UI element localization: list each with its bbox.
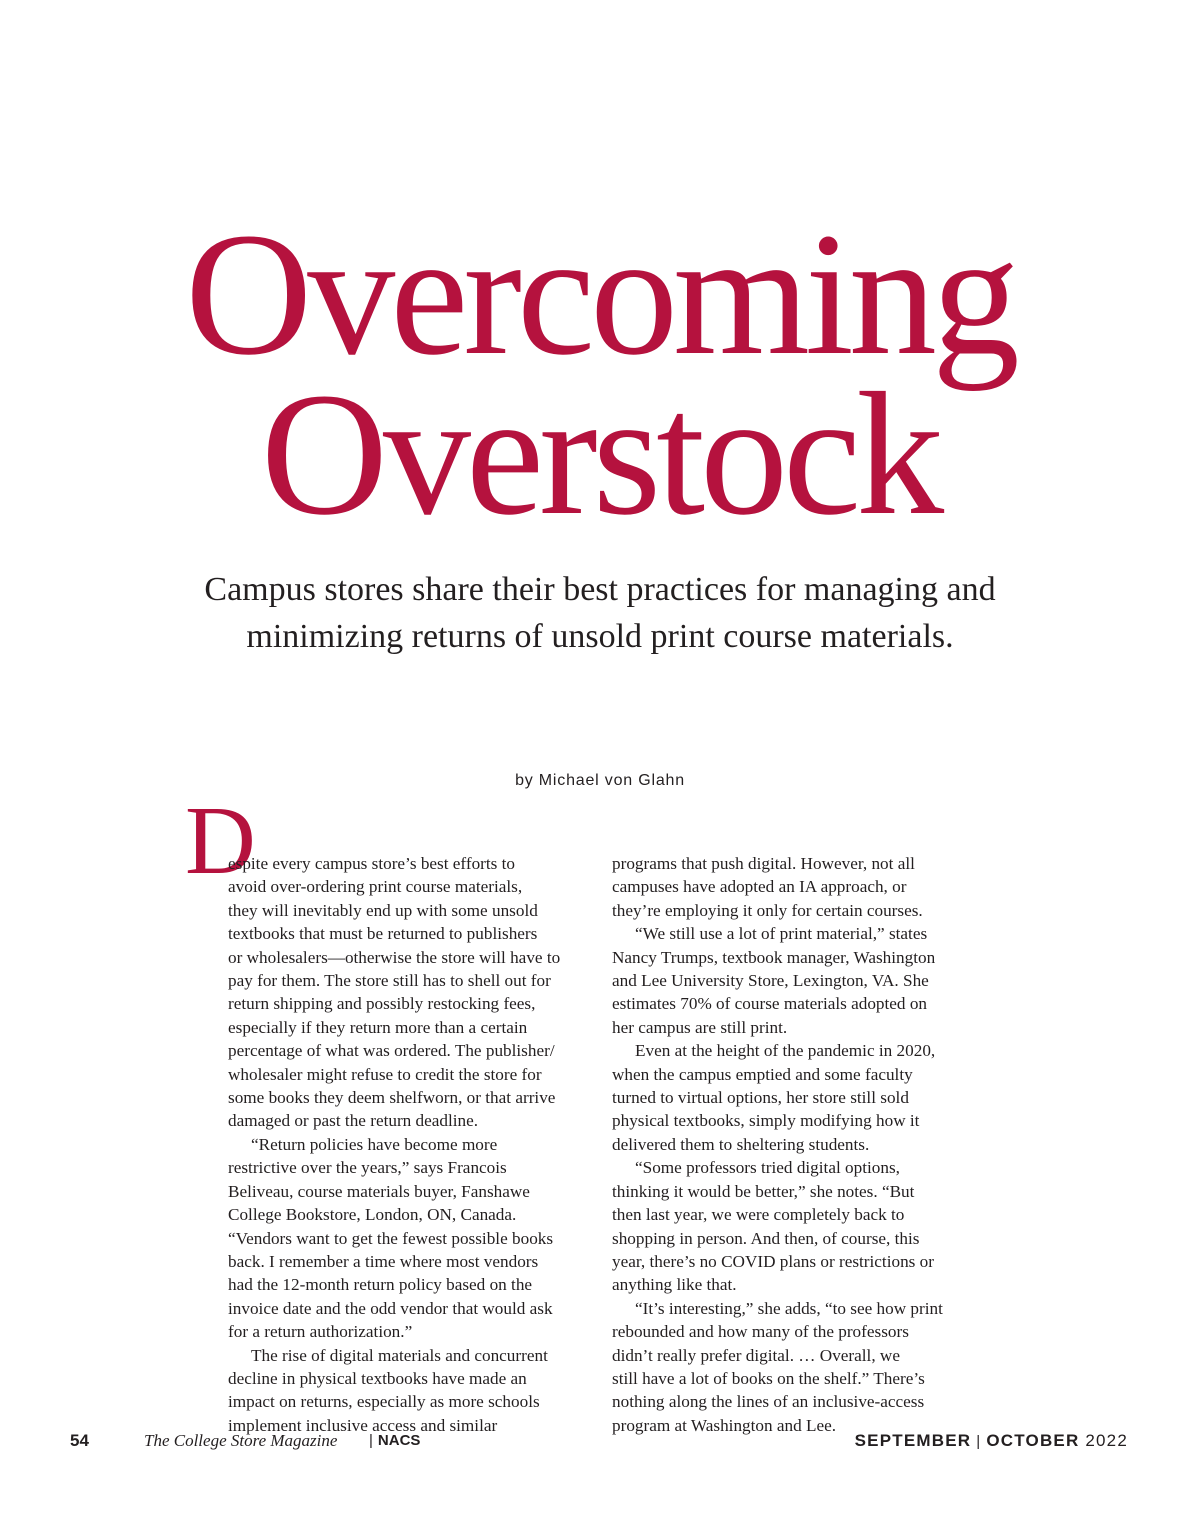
body-line: they’re employing it only for certain courses. (612, 900, 923, 920)
issue-month-2: OCTOBER (986, 1431, 1080, 1450)
body-line: physical textbooks, simply modifying how it (612, 1111, 920, 1131)
body-line: impact on returns, especially as more schools (228, 1392, 540, 1412)
body-line: when the campus emptied and some faculty (612, 1064, 913, 1084)
title-line-1: Overcoming (185, 197, 1015, 392)
byline: by Michael von Glahn (515, 772, 685, 789)
magazine-name: The College Store Magazine (144, 1431, 338, 1450)
body-line: espite every campus store’s best efforts to (228, 854, 516, 873)
body-line: implement inclusive access and similar (228, 1415, 498, 1435)
body-line: campuses have adopted an IA approach, or (612, 877, 907, 897)
body-line: her campus are still print. (612, 1017, 788, 1037)
issue-separator: | (976, 1433, 982, 1450)
body-line: rebounded and how many of the professors (612, 1322, 909, 1342)
body-line: program at Washington and Lee. (612, 1415, 837, 1435)
body-line: thinking it would be better,” she notes. “But (612, 1181, 915, 1201)
article-title (0, 197, 1200, 552)
body-line: or wholesalers—otherwise the store will have to (228, 947, 561, 967)
body-line: some books they deem shelfworn, or that arrive (228, 1088, 556, 1108)
article-deck (100, 566, 1100, 660)
body-line: back. I remember a time where most vendors (228, 1251, 539, 1271)
body-line: didn’t really prefer digital. … Overall, we (612, 1345, 900, 1365)
publisher-group (364, 1432, 420, 1449)
body-line: for a return authorization.” (228, 1322, 413, 1342)
body-line: especially if they return more than a certain (228, 1017, 528, 1037)
body-line: then last year, we were completely back to (612, 1205, 905, 1225)
body-column-2 (612, 852, 984, 1437)
issue-month-1: SEPTEMBER (854, 1431, 972, 1450)
publisher-name: NACS (377, 1432, 421, 1449)
body-line: “We still use a lot of print material,” states (635, 924, 928, 944)
body-line: anything like that. (612, 1275, 737, 1295)
page-number: 54 (70, 1431, 89, 1450)
body-line: damaged or past the return deadline. (228, 1111, 479, 1131)
issue-year: 2022 (1085, 1431, 1128, 1450)
body-line: The rise of digital materials and concurrent (251, 1345, 548, 1365)
body-line: delivered them to sheltering students. (612, 1134, 870, 1154)
footer-separator: | (369, 1432, 373, 1449)
body-column-1 (228, 852, 600, 1437)
body-line: return shipping and possibly restocking fees, (228, 994, 536, 1014)
body-line: wholesaler might refuse to credit the store for (228, 1064, 542, 1084)
body-line: shopping in person. And then, of course, this (612, 1228, 920, 1248)
body-line: “Some professors tried digital options, (635, 1158, 900, 1178)
body-line: had the 12-month return policy based on the (228, 1275, 533, 1295)
body-line: decline in physical textbooks have made an (228, 1368, 527, 1388)
body-line: restrictive over the years,” says Francois (228, 1158, 507, 1178)
body-line: avoid over-ordering print course materials, (228, 877, 523, 897)
deck-line-1: Campus stores share their best practices for managing and (204, 571, 996, 608)
body-line: percentage of what was ordered. The publisher/ (228, 1041, 555, 1061)
body-line: estimates 70% of course materials adopted on (612, 994, 928, 1014)
body-line: “It’s interesting,” she adds, “to see how print (635, 1298, 943, 1318)
body-line: pay for them. The store still has to shell out for (228, 971, 551, 991)
body-line: invoice date and the odd vendor that would ask (228, 1298, 553, 1318)
body-line: they will inevitably end up with some unsold (228, 900, 538, 920)
page-footer (0, 1431, 1200, 1455)
body-line: “Return policies have become more (251, 1134, 498, 1154)
body-line: still have a lot of books on the shelf.” There’s (612, 1368, 925, 1388)
deck-line-2: minimizing returns of unsold print course materials. (246, 618, 954, 655)
body-line: and Lee University Store, Lexington, VA. She (612, 971, 929, 991)
body-line: Beliveau, course materials buyer, Fanshawe (228, 1181, 530, 1201)
issue-date (855, 1431, 1128, 1451)
body-line: year, there’s no COVID plans or restrictions or (612, 1251, 934, 1271)
body-line: “Vendors want to get the fewest possible books (228, 1228, 554, 1248)
body-line: programs that push digital. However, not all (612, 854, 915, 873)
title-line-2: Overstock (260, 357, 940, 552)
body-line: nothing along the lines of an inclusive-access (612, 1392, 925, 1412)
body-line: College Bookstore, London, ON, Canada. (228, 1205, 517, 1225)
body-line: Nancy Trumps, textbook manager, Washington (612, 947, 936, 967)
drop-cap: D (185, 787, 256, 895)
body-line: Even at the height of the pandemic in 2020, (635, 1041, 936, 1061)
body-line: textbooks that must be returned to publishers (228, 924, 538, 944)
body-line: turned to virtual options, her store still sold (612, 1088, 909, 1108)
